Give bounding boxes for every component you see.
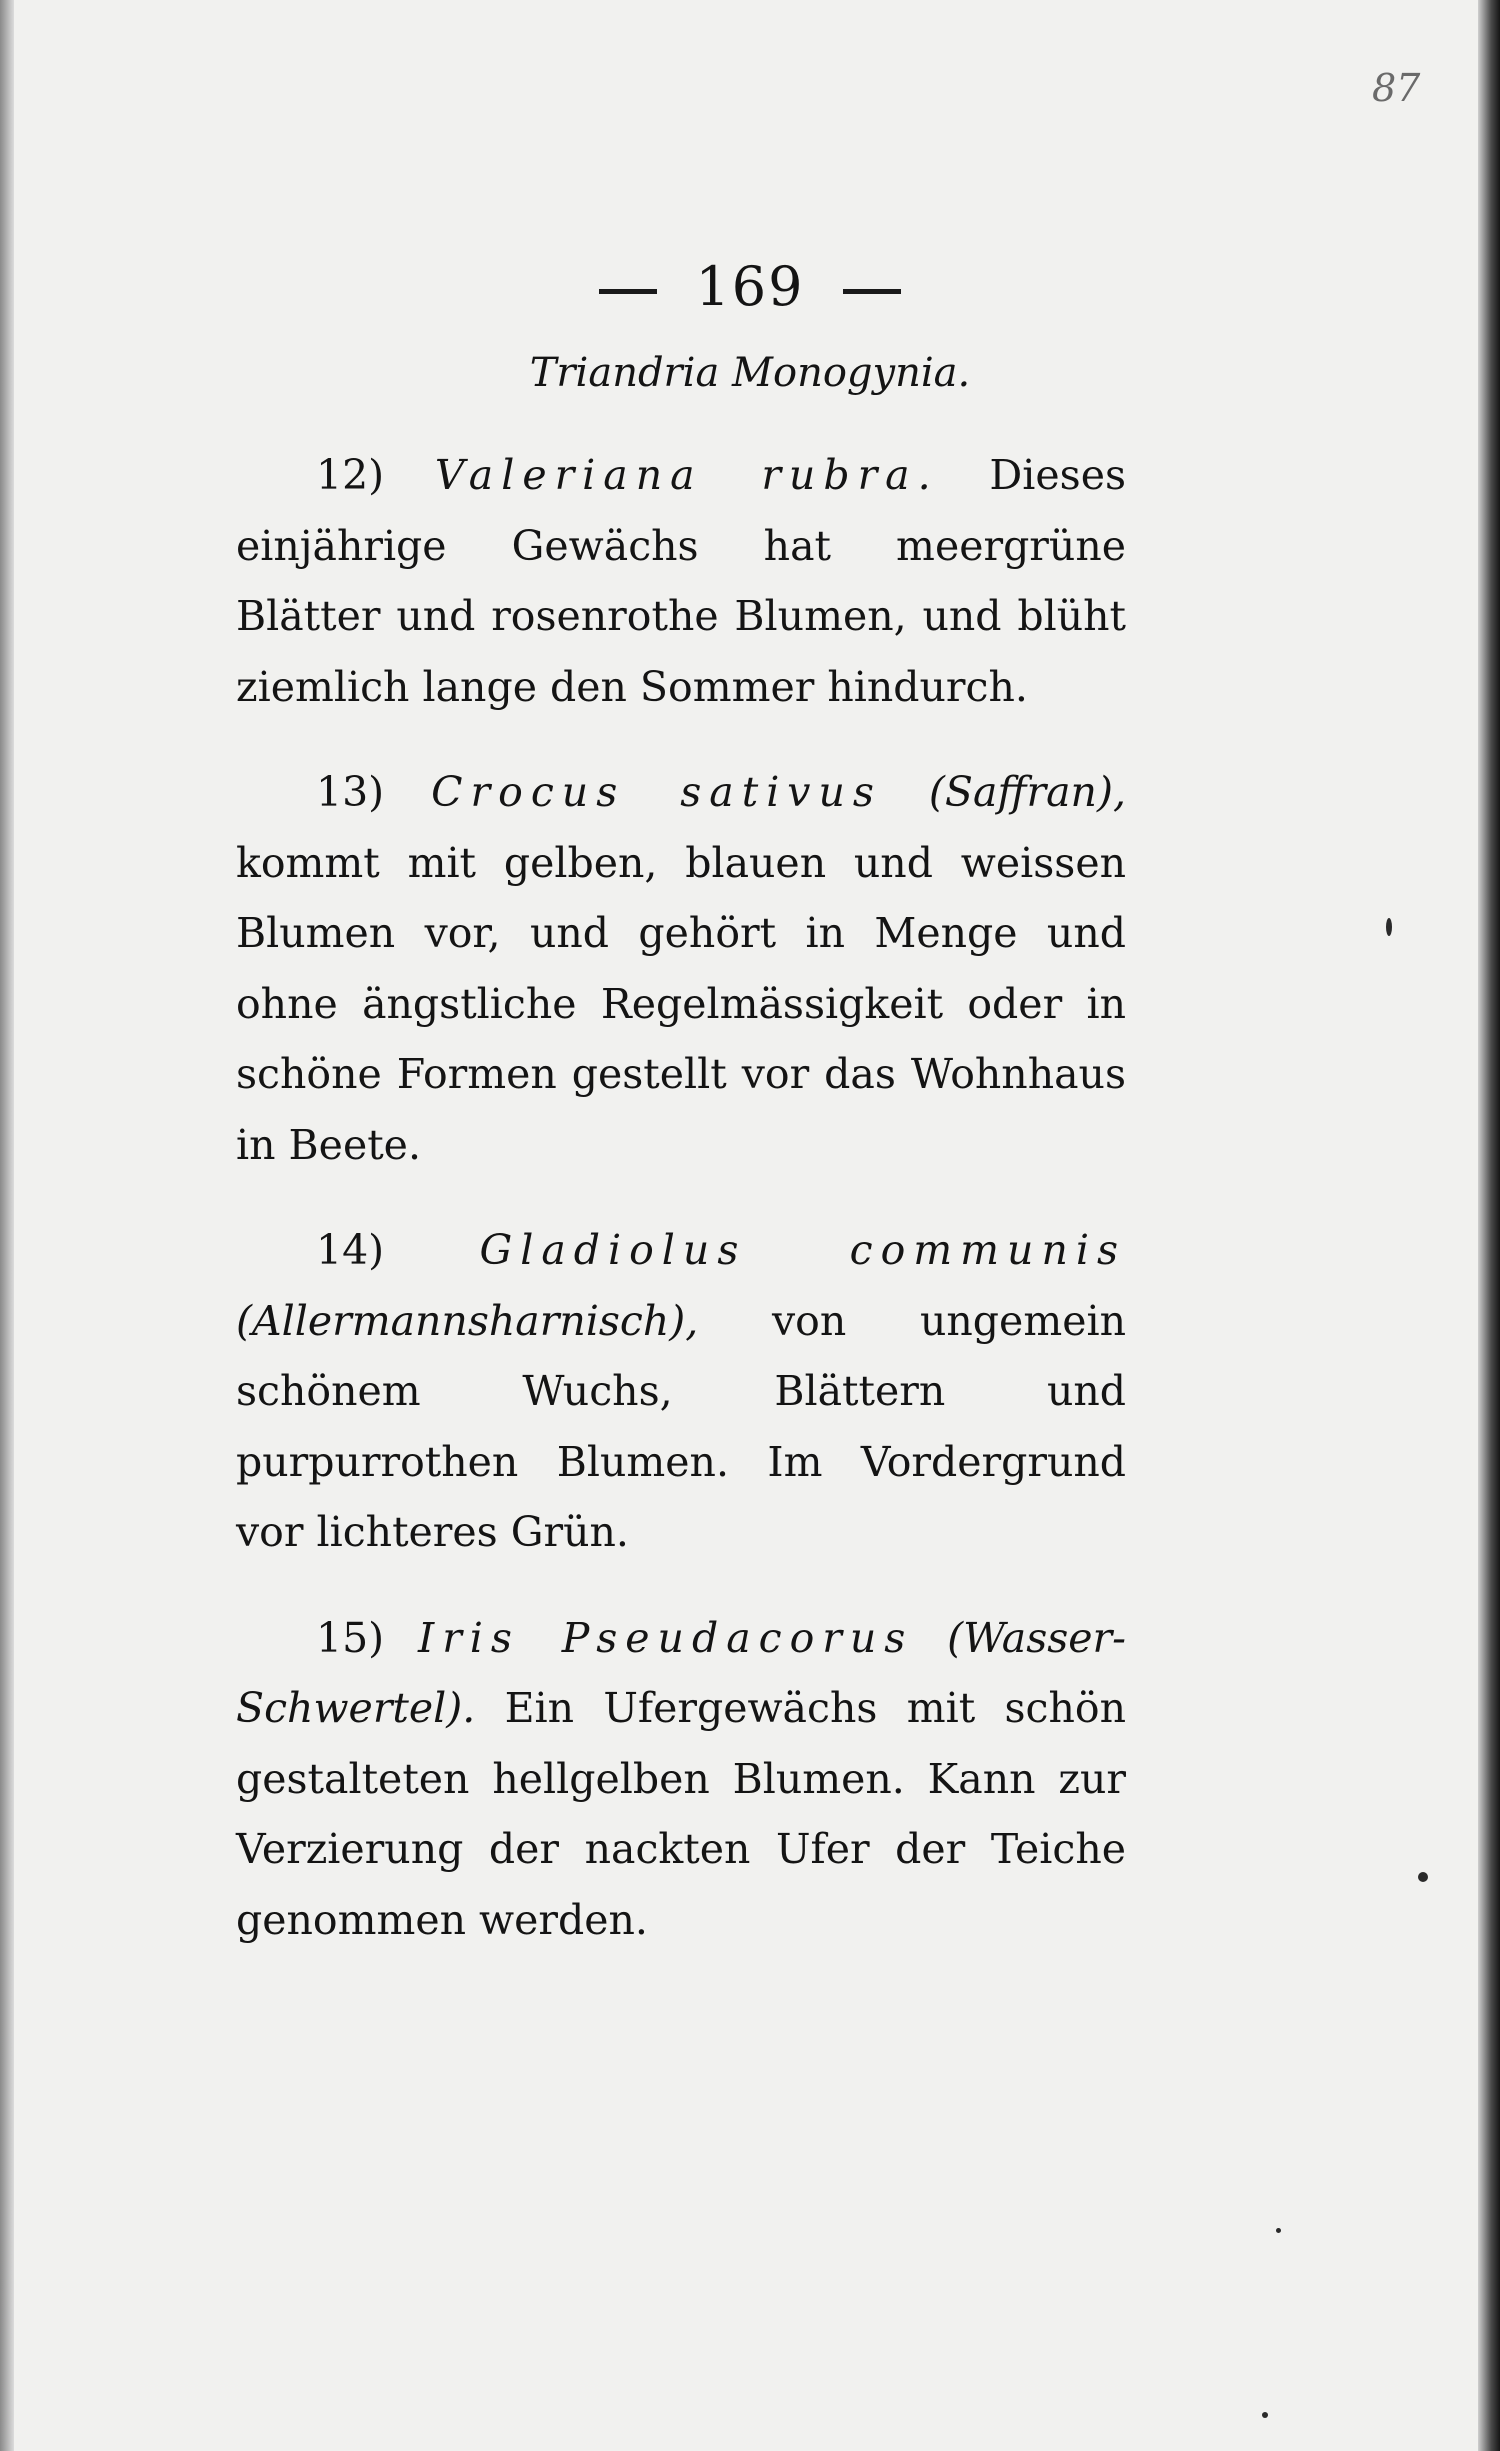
entry-number: 14): [316, 1226, 385, 1274]
ink-speck: [1262, 2412, 1268, 2418]
entry-15: [236, 1603, 1126, 1956]
entry-number: 12): [316, 451, 385, 499]
entry-13: [236, 757, 1126, 1180]
right-rule: [843, 289, 901, 294]
ink-speck: [1418, 1872, 1428, 1882]
entry-number: 13): [316, 768, 385, 816]
page-header: [0, 255, 1500, 318]
handwritten-folio-number: 87: [1372, 66, 1421, 110]
entry-text: kommt mit gelben, blauen und weissen Blumen vor, und gehört in Menge und ohne ängstliche Regelmässigkeit oder in schöne Formen gestellt vor das Wohnhaus in Beete.: [236, 838, 1126, 1169]
common-name: (Wasser-Schwertel).: [236, 1613, 1126, 1732]
latin-name: Gladiolus communis: [479, 1226, 1126, 1274]
entry-text: Dieses einjährige Gewächs hat meergrüne Blätter und rosenrothe Blumen, und blüht ziemlich lange den Sommer hindurch.: [236, 451, 1126, 711]
entry-text: Ein Ufergewächs mit schön gestalteten hellgelben Blumen. Kann zur Verzierung der nackten Ufer der Teiche genommen werden.: [236, 1684, 1126, 1944]
ink-speck: [1386, 918, 1392, 936]
latin-name: Crocus sativus: [431, 768, 882, 816]
latin-name: Iris Pseudacorus: [418, 1613, 914, 1662]
left-rule: [599, 289, 657, 294]
common-name: (Saffran),: [928, 768, 1126, 816]
latin-name: Valeriana rubra.: [434, 451, 939, 499]
entry-text: von ungemein schönem Wuchs, Blättern und purpurrothen Blumen. Im Vordergrund vor lichteres Grün.: [236, 1296, 1126, 1556]
entry-12: [236, 440, 1126, 722]
body-text: [236, 440, 1126, 1990]
ink-speck: [1276, 2228, 1281, 2233]
entry-number: 15): [316, 1613, 385, 1662]
entry-14: [236, 1215, 1126, 1568]
page-number: 169: [695, 255, 805, 318]
section-title: Triandria Monogynia.: [529, 350, 971, 396]
common-name: (Allermannsharnisch),: [236, 1296, 699, 1345]
